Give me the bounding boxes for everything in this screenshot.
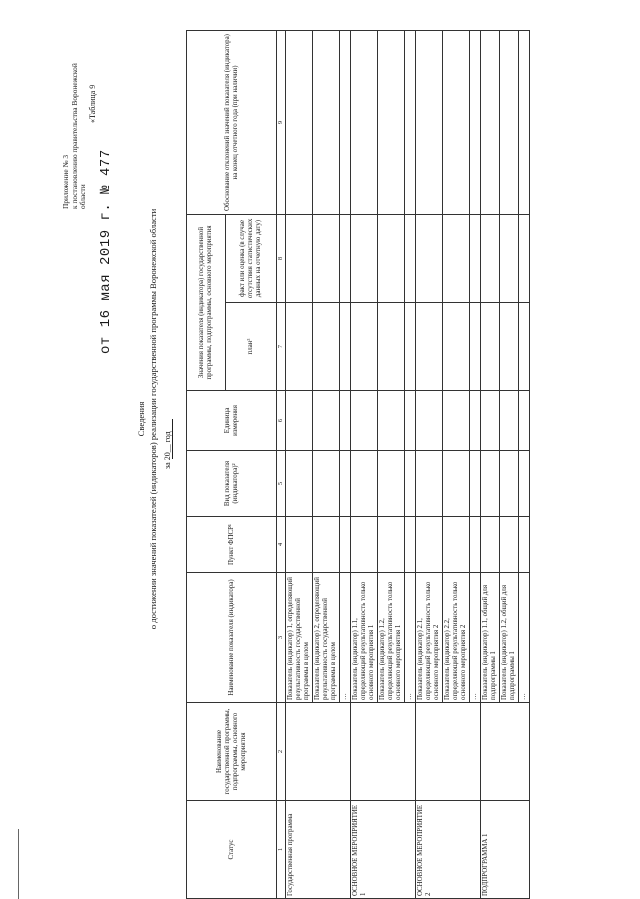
header-unit: Единица измерения	[187, 391, 277, 451]
scan-edge-mark	[18, 829, 19, 899]
indicators-table	[186, 30, 530, 899]
title-heading: Сведения	[136, 401, 146, 437]
indicator-cell: …	[340, 573, 351, 703]
program-name-cell	[286, 703, 351, 801]
indicator-cell: …	[519, 573, 530, 703]
appendix-line: области	[78, 184, 88, 209]
column-number: 2	[277, 703, 286, 801]
reporting-period: за 20__ год	[163, 431, 172, 469]
program-name-cell	[416, 703, 481, 801]
column-number: 3	[277, 573, 286, 703]
indicator-cell: Показатель (индикатор) 2, определяющий результативность государственной программы в целом	[313, 573, 340, 703]
header-fact: факт или оценка (в случае отсутствия статистических данных на отчетную дату)	[226, 214, 277, 302]
appendix-note	[62, 49, 88, 209]
indicator-cell: …	[470, 573, 481, 703]
header-indicator-name: Наименование показателя (индикатора)	[187, 573, 277, 703]
document-title	[135, 109, 159, 729]
status-cell: Государственная программа	[286, 801, 351, 899]
header-indicator-type: Вид показателя (индикатора)²	[187, 451, 277, 517]
column-number: 9	[277, 30, 286, 214]
header-justification: Обоснование отклонений значений показателя (индикатора) на конец отчетного года (при наличии)	[187, 30, 277, 214]
appendix-line: Приложение № 3	[61, 154, 70, 209]
header-program-name: Наименование государственной программы, подпрограммы, основного мероприятия	[187, 703, 277, 801]
column-number: 6	[277, 391, 286, 451]
header-fpsr: Пункт ФПСР¹	[187, 517, 277, 573]
status-cell: ОСНОВНОЕ МЕРОПРИЯТИЕ 2	[416, 801, 481, 899]
indicator-cell: Показатель (индикатор) 1.2, общий для подпрограммы 1	[500, 573, 519, 703]
column-number: 5	[277, 451, 286, 517]
title-subtitle: о достижении значений показателей (индикаторов) реализации государственной программы Воронежской области	[148, 208, 158, 630]
header-values-group: Значения показателя (индикатора) государственной программы, подпрограммы, основного мероприятия	[187, 214, 226, 390]
table-tag: «Таблица 9	[88, 84, 97, 123]
header-status: Статус	[187, 801, 277, 899]
period-underline	[172, 419, 173, 459]
column-number: 8	[277, 214, 286, 302]
status-cell: ПОДПРОГРАММА 1	[481, 801, 530, 899]
program-name-cell	[481, 703, 530, 801]
status-cell: ОСНОВНОЕ МЕРОПРИЯТИЕ 1	[351, 801, 416, 899]
table-row	[351, 30, 378, 898]
order-date-stamp: от 16 мая 2019 г. № 477	[98, 149, 114, 354]
indicator-cell: Показатель (индикатор) 2.2, определяющий результативность только основного мероприятия 2	[443, 573, 470, 703]
column-number: 4	[277, 517, 286, 573]
indicator-cell: Показатель (индикатор) 1.2, определяющий результативность только основного мероприятия 1	[378, 573, 405, 703]
table-row	[481, 30, 500, 898]
indicator-cell: Показатель (индикатор) 2.1, определяющий результативность только основного мероприятия 2	[416, 573, 443, 703]
table-row	[286, 30, 313, 898]
indicator-cell: Показатель (индикатор) 1, определяющий результативность государственной программы в целом	[286, 573, 313, 703]
column-number: 1	[277, 801, 286, 899]
indicator-cell: …	[405, 573, 416, 703]
header-plan: план³	[226, 303, 277, 391]
table-row	[416, 30, 443, 898]
program-name-cell	[351, 703, 416, 801]
appendix-line: к постановлению правительства Воронежской	[69, 63, 79, 209]
indicator-cell: Показатель (индикатор) 1.1, определяющий результативность только основного мероприятия 1	[351, 573, 378, 703]
column-number: 7	[277, 303, 286, 391]
indicator-cell: Показатель (индикатор) 1.1, общий для подпрограммы 1	[481, 573, 500, 703]
